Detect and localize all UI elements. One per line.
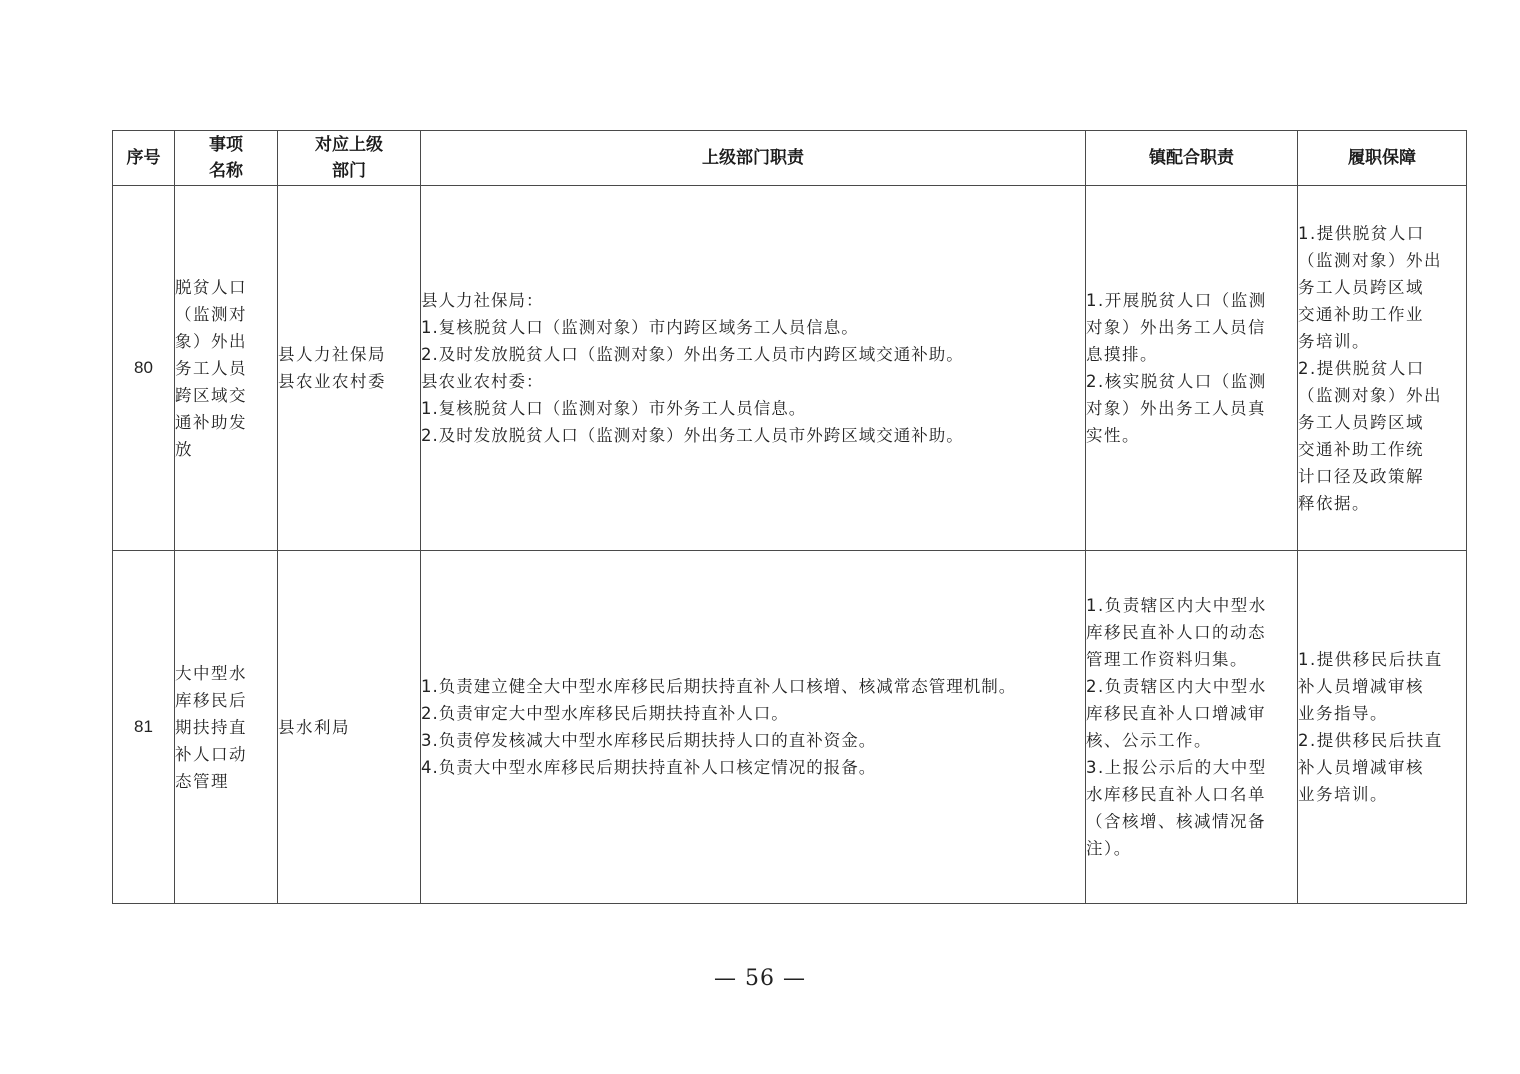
duty-table [112, 130, 1467, 904]
guarantee-line: 2.提供脱贫人口 [1298, 358, 1425, 378]
item-name-line: 大中型水 [175, 663, 247, 683]
row-seq: 81 [113, 551, 175, 904]
row-item-name [175, 186, 278, 551]
item-name-line: 放 [175, 439, 193, 459]
item-name-line: 跨区域交 [175, 385, 247, 405]
town-duty-line: （含核增、核减情况备 [1086, 812, 1266, 831]
header-item-name [175, 131, 278, 186]
row-superior-duty [421, 551, 1086, 904]
duty-line: 1.复核脱贫人口（监测对象）市内跨区域务工人员信息。 [421, 318, 859, 337]
header-dept [278, 131, 421, 186]
item-name-line: 象）外出 [175, 331, 247, 351]
duty-line: 县人力社保局： [421, 291, 544, 310]
guarantee-line: 务培训。 [1298, 331, 1370, 351]
item-name-line: 态管理 [175, 771, 229, 791]
header-town-duty: 镇配合职责 [1086, 131, 1298, 186]
guarantee-line: 1.提供脱贫人口 [1298, 223, 1425, 243]
town-duty-line: 1.负责辖区内大中型水 [1086, 596, 1267, 615]
duty-line: 县农业农村委： [421, 372, 544, 391]
dept-line: 县农业农村委 [278, 372, 386, 391]
header-item-name-line: 名称 [209, 161, 243, 181]
town-duty-line: 库移民直补人口的动态 [1086, 623, 1266, 642]
item-name-line: 期扶持直 [175, 717, 247, 737]
guarantee-line: （监测对象）外出 [1298, 385, 1442, 405]
town-duty-line: 息摸排。 [1086, 345, 1158, 364]
row-town-duty [1086, 551, 1298, 904]
town-duty-line: 2.核实脱贫人口（监测 [1086, 372, 1267, 391]
guarantee-line: 1.提供移民后扶直 [1298, 650, 1443, 669]
guarantee-line: 2.提供移民后扶直 [1298, 731, 1443, 750]
duty-line: 1.复核脱贫人口（监测对象）市外务工人员信息。 [421, 399, 807, 418]
town-duty-line: 注）。 [1086, 839, 1132, 858]
town-duty-line: 1.开展脱贫人口（监测 [1086, 291, 1267, 310]
item-name-line: （监测对 [175, 304, 247, 324]
town-duty-line: 3.上报公示后的大中型 [1086, 758, 1267, 777]
row-item-name [175, 551, 278, 904]
row-guarantee [1298, 551, 1467, 904]
dept-line: 县人力社保局 [278, 345, 386, 364]
table-row [113, 186, 1467, 551]
duty-line: 2.及时发放脱贫人口（监测对象）外出务工人员市外跨区域交通补助。 [421, 426, 964, 445]
guarantee-line: 务工人员跨区域 [1298, 277, 1424, 297]
duty-line: 2.负责审定大中型水库移民后期扶持直补人口。 [421, 704, 789, 723]
guarantee-line: 业务培训。 [1298, 785, 1388, 804]
town-duty-line: 核、公示工作。 [1086, 731, 1212, 750]
item-name-line: 库移民后 [175, 690, 247, 710]
duty-line: 4.负责大中型水库移民后期扶持直补人口核定情况的报备。 [421, 758, 877, 777]
header-superior-duty: 上级部门职责 [421, 131, 1086, 186]
town-duty-line: 2.负责辖区内大中型水 [1086, 677, 1267, 696]
row-guarantee [1298, 186, 1467, 551]
duty-line: 2.及时发放脱贫人口（监测对象）外出务工人员市内跨区域交通补助。 [421, 345, 964, 364]
item-name-line: 务工人员 [175, 358, 247, 378]
header-dept-line: 部门 [332, 161, 366, 181]
header-item-name-line: 事项 [209, 135, 243, 155]
dept-line: 县水利局 [278, 717, 350, 737]
guarantee-line: 务工人员跨区域 [1298, 412, 1424, 432]
item-name-line: 脱贫人口 [175, 277, 247, 297]
row-dept [278, 186, 421, 551]
town-duty-line: 水库移民直补人口名单 [1086, 785, 1266, 804]
guarantee-line: 业务指导。 [1298, 704, 1388, 723]
row-dept [278, 551, 421, 904]
header-seq: 序号 [113, 131, 175, 186]
guarantee-line: （监测对象）外出 [1298, 250, 1442, 270]
row-superior-duty [421, 186, 1086, 551]
guarantee-line: 计口径及政策解 [1298, 466, 1424, 486]
guarantee-line: 交通补助工作业 [1298, 304, 1424, 324]
town-duty-line: 对象）外出务工人员信 [1086, 318, 1266, 337]
table-row [113, 551, 1467, 904]
guarantee-line: 补人员增减审核 [1298, 677, 1424, 696]
page-number: — 56 — [714, 966, 806, 991]
town-duty-line: 库移民直补人口增减审 [1086, 704, 1266, 723]
header-dept-line: 对应上级 [315, 135, 383, 155]
guarantee-line: 释依据。 [1298, 493, 1370, 513]
duty-line: 3.负责停发核减大中型水库移民后期扶持人口的直补资金。 [421, 731, 877, 750]
town-duty-line: 对象）外出务工人员真 [1086, 399, 1266, 418]
duty-line: 1.负责建立健全大中型水库移民后期扶持直补人口核增、核减常态管理机制。 [421, 677, 1017, 696]
item-name-line: 补人口动 [175, 744, 247, 764]
header-row [113, 131, 1467, 186]
row-town-duty [1086, 186, 1298, 551]
town-duty-line: 管理工作资料归集。 [1086, 650, 1248, 669]
town-duty-line: 实性。 [1086, 426, 1140, 445]
row-seq: 80 [113, 186, 175, 551]
guarantee-line: 补人员增减审核 [1298, 758, 1424, 777]
item-name-line: 通补助发 [175, 412, 247, 432]
guarantee-line: 交通补助工作统 [1298, 439, 1424, 459]
header-guarantee: 履职保障 [1298, 131, 1467, 186]
